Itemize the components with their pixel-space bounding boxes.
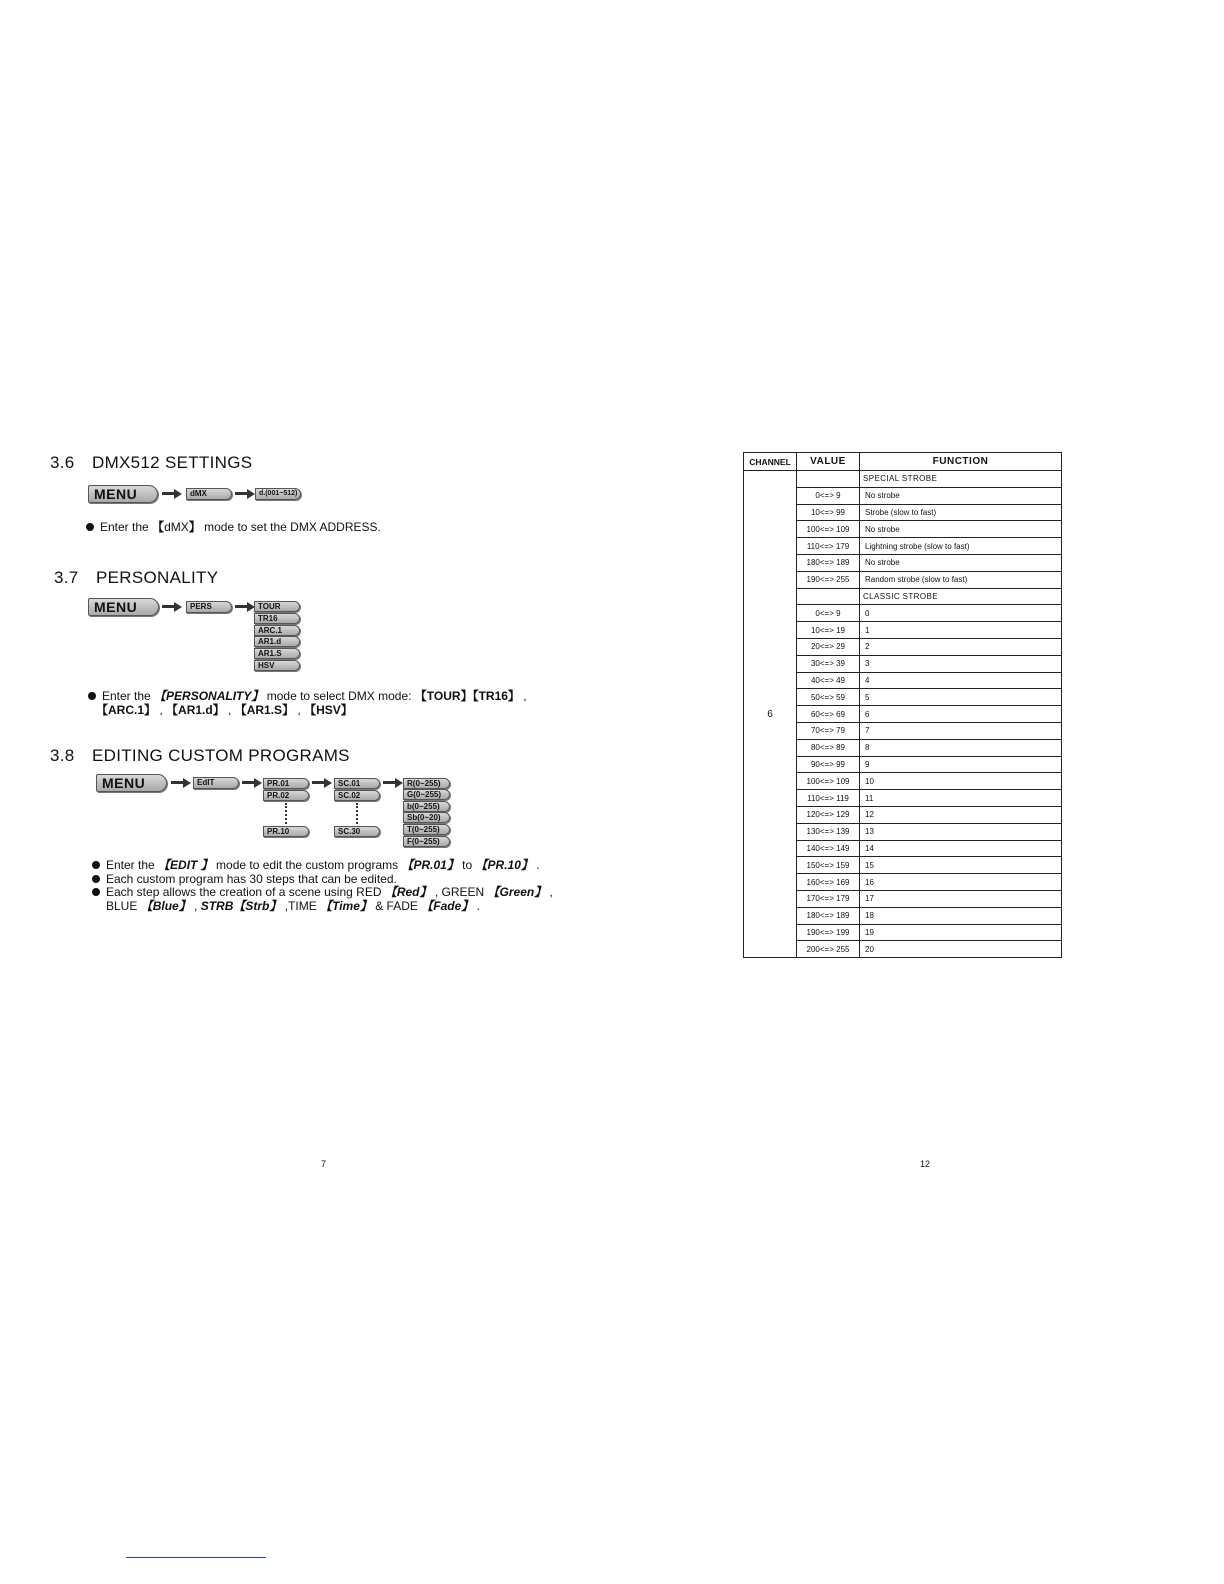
dmx-channel-table <box>743 452 1062 958</box>
param-pill: G(0~255) <box>403 789 450 800</box>
bullet-text: , GREEN <box>431 885 488 899</box>
function-cell: No strobe <box>860 554 1062 571</box>
bullet-edit-mode <box>92 858 540 872</box>
function-cell: 2 <box>860 638 1062 655</box>
separator: , <box>190 899 201 913</box>
arrow-right-icon <box>162 489 182 499</box>
function-cell: 14 <box>860 840 1062 857</box>
mode-name: dMX <box>164 520 189 534</box>
bullet-steps <box>92 872 397 886</box>
personality-option-pill: TR16 <box>254 613 300 624</box>
function-cell: Lightning strobe (slow to fast) <box>860 538 1062 555</box>
bullet-personality <box>88 689 527 703</box>
personality-option-pill: ARC.1 <box>254 625 300 636</box>
hyperlink-underline[interactable] <box>126 1557 266 1558</box>
bullet-dmx-address <box>86 520 381 534</box>
bullet-text: , <box>519 689 527 703</box>
value-cell: 70<=> 79 <box>797 722 860 739</box>
program-ref: 【PR.01】 <box>401 858 459 872</box>
function-cell: 3 <box>860 655 1062 672</box>
group-label-cell: SPECIAL STROBE <box>860 471 1062 488</box>
value-cell: 0<=> 9 <box>797 487 860 504</box>
param-pill: Sb(0~20) <box>403 812 450 823</box>
param-pill: F(0~255) <box>403 836 450 847</box>
bullet-icon <box>92 875 100 883</box>
mode-name: 【EDIT 】 <box>158 858 213 872</box>
bullet-icon <box>92 888 100 896</box>
function-cell: No strobe <box>860 521 1062 538</box>
function-cell: 16 <box>860 874 1062 891</box>
function-cell: 15 <box>860 857 1062 874</box>
param-ref: 【Blue】 <box>140 899 191 913</box>
menu-button-3-6: MENU <box>88 485 158 503</box>
bracket-open: 【 <box>152 520 165 534</box>
function-cell: 0 <box>860 605 1062 622</box>
function-cell: 1 <box>860 622 1062 639</box>
mode-option: 【AR1.d】 <box>166 703 225 717</box>
function-cell: Random strobe (slow to fast) <box>860 571 1062 588</box>
function-cell: 9 <box>860 756 1062 773</box>
function-cell: 20 <box>860 941 1062 958</box>
section-3-7-heading <box>54 568 218 588</box>
separator: , <box>224 703 235 717</box>
value-cell: 190<=> 199 <box>797 924 860 941</box>
section-title: EDITING CUSTOM PROGRAMS <box>92 746 350 765</box>
bullet-icon <box>88 692 96 700</box>
column-header-function: FUNCTION <box>860 453 1062 471</box>
bullet-text: Enter the <box>100 520 149 534</box>
bullet-text: ,TIME <box>281 899 321 913</box>
bullet-personality-line2 <box>96 703 353 717</box>
table-group-row <box>744 471 1062 488</box>
arrow-right-icon <box>171 778 191 788</box>
separator: , <box>294 703 305 717</box>
dmx-mode-pill: dMX <box>186 488 232 500</box>
bullet-text: & FADE <box>371 899 422 913</box>
value-cell: 120<=> 129 <box>797 806 860 823</box>
section-number: 3.8 <box>50 746 75 765</box>
bullet-scene-params <box>92 885 553 899</box>
value-cell: 10<=> 99 <box>797 504 860 521</box>
group-label-cell: CLASSIC STROBE <box>860 588 1062 605</box>
function-cell: Strobe (slow to fast) <box>860 504 1062 521</box>
param-pill: T(0~255) <box>403 824 450 835</box>
value-cell: 80<=> 89 <box>797 739 860 756</box>
menu-button-3-8: MENU <box>96 774 167 792</box>
personality-option-pill: AR1.d <box>254 636 300 647</box>
function-cell: 10 <box>860 773 1062 790</box>
function-cell: 8 <box>860 739 1062 756</box>
program-ref: 【PR.10】 <box>475 858 533 872</box>
function-cell: 18 <box>860 907 1062 924</box>
param-ref: 【Green】 <box>487 885 547 899</box>
value-cell: 0<=> 9 <box>797 605 860 622</box>
param-label: STRB <box>200 899 234 913</box>
value-cell: 20<=> 29 <box>797 638 860 655</box>
bullet-text: Enter the <box>102 689 151 703</box>
value-cell: 60<=> 69 <box>797 706 860 723</box>
bracket-close: 】 <box>188 520 201 534</box>
value-cell: 180<=> 189 <box>797 554 860 571</box>
mode-options: 【TOUR】【TR16】 <box>414 689 520 703</box>
arrow-right-icon <box>242 778 262 788</box>
column-header-channel: CHANNEL <box>744 453 797 471</box>
bullet-text: Enter the <box>106 858 155 872</box>
mode-option: 【AR1.S】 <box>234 703 295 717</box>
param-pill: R(0~255) <box>403 778 450 789</box>
bullet-text: , <box>546 885 553 899</box>
value-cell <box>797 588 860 605</box>
arrow-right-icon <box>162 602 182 612</box>
param-ref: 【Red】 <box>384 885 432 899</box>
function-cell: 17 <box>860 890 1062 907</box>
scene-pill: SC.01 <box>334 778 380 789</box>
vertical-ellipsis-icon <box>285 803 287 824</box>
page-number-left: 7 <box>321 1159 327 1169</box>
value-cell: 130<=> 139 <box>797 823 860 840</box>
value-cell: 40<=> 49 <box>797 672 860 689</box>
bullet-scene-params-line2 <box>106 899 480 913</box>
arrow-right-icon <box>235 602 255 612</box>
param-ref: 【Fade】 <box>421 899 474 913</box>
scene-pill: SC.30 <box>334 826 380 837</box>
value-cell: 180<=> 189 <box>797 907 860 924</box>
value-cell: 30<=> 39 <box>797 655 860 672</box>
arrow-right-icon <box>312 778 332 788</box>
bullet-text: . <box>473 899 480 913</box>
bullet-text: mode to select DMX mode: <box>263 689 415 703</box>
value-cell: 100<=> 109 <box>797 521 860 538</box>
param-pill: b(0~255) <box>403 801 450 812</box>
bullet-text: Each step allows the creation of a scene using RED <box>106 885 385 899</box>
dmx-address-pill: d.(001~512) <box>255 488 301 500</box>
value-cell: 50<=> 59 <box>797 689 860 706</box>
program-pill: PR.01 <box>263 778 309 789</box>
separator: , <box>156 703 167 717</box>
function-cell: 13 <box>860 823 1062 840</box>
function-cell: 7 <box>860 722 1062 739</box>
vertical-ellipsis-icon <box>356 803 358 824</box>
value-cell: 170<=> 179 <box>797 890 860 907</box>
function-cell: 6 <box>860 706 1062 723</box>
personality-option-pill: AR1.S <box>254 648 300 659</box>
bullet-text-tail: mode to set the DMX ADDRESS. <box>200 520 381 534</box>
personality-option-pill: HSV <box>254 660 300 671</box>
bullet-icon <box>86 523 94 531</box>
mode-name: 【PERSONALITY】 <box>154 689 264 703</box>
pers-mode-pill: PERS <box>186 601 232 613</box>
value-cell: 140<=> 149 <box>797 840 860 857</box>
mode-option: 【HSV】 <box>304 703 353 717</box>
table-header-row <box>744 453 1062 471</box>
function-cell: 19 <box>860 924 1062 941</box>
section-number: 3.7 <box>54 568 79 587</box>
bullet-icon <box>92 861 100 869</box>
program-pill: PR.02 <box>263 790 309 801</box>
mode-option: 【ARC.1】 <box>96 703 157 717</box>
value-cell: 100<=> 109 <box>797 773 860 790</box>
page-number-right: 12 <box>920 1159 931 1169</box>
section-3-8-heading <box>50 746 350 766</box>
column-header-value: VALUE <box>797 453 860 471</box>
bullet-text: . <box>532 858 540 872</box>
arrow-right-icon <box>383 778 403 788</box>
arrow-right-icon <box>235 489 255 499</box>
function-cell: 4 <box>860 672 1062 689</box>
channel-cell: 6 <box>744 471 797 958</box>
section-number: 3.6 <box>50 453 75 472</box>
function-cell: No strobe <box>860 487 1062 504</box>
bullet-text: to <box>458 858 476 872</box>
section-3-6-heading <box>50 453 252 473</box>
value-cell: 10<=> 19 <box>797 622 860 639</box>
function-cell: 11 <box>860 790 1062 807</box>
personality-option-pill: TOUR <box>254 601 300 612</box>
bullet-text: mode to edit the custom programs <box>212 858 402 872</box>
function-cell: 5 <box>860 689 1062 706</box>
value-cell: 190<=> 255 <box>797 571 860 588</box>
table-body <box>744 471 1062 958</box>
section-title: PERSONALITY <box>96 568 219 587</box>
program-pill: PR.10 <box>263 826 309 837</box>
function-cell: 12 <box>860 806 1062 823</box>
value-cell: 110<=> 179 <box>797 538 860 555</box>
value-cell: 160<=> 169 <box>797 874 860 891</box>
edit-mode-pill: EdIT <box>193 777 239 789</box>
value-cell: 200<=> 255 <box>797 941 860 958</box>
value-cell <box>797 471 860 488</box>
section-title: DMX512 SETTINGS <box>92 453 253 472</box>
param-ref: 【Strb】 <box>233 899 282 913</box>
scene-pill: SC.02 <box>334 790 380 801</box>
menu-button-3-7: MENU <box>88 598 159 616</box>
value-cell: 90<=> 99 <box>797 756 860 773</box>
value-cell: 150<=> 159 <box>797 857 860 874</box>
param-ref: 【Time】 <box>320 899 372 913</box>
bullet-text: BLUE <box>106 899 141 913</box>
bullet-text: Each custom program has 30 steps that can be edited. <box>106 872 397 886</box>
value-cell: 110<=> 119 <box>797 790 860 807</box>
